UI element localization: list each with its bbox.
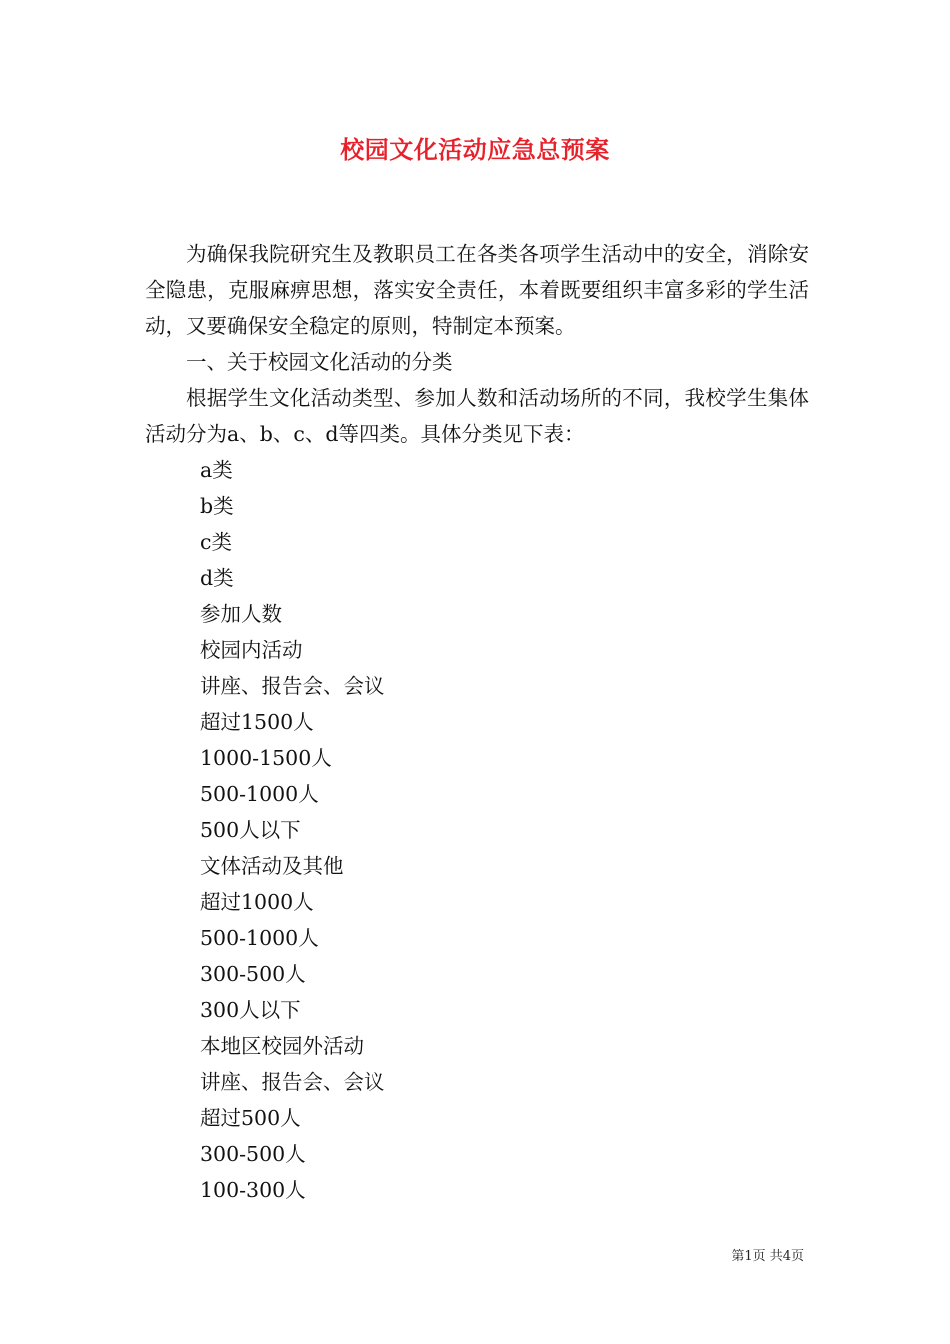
table-line: 500人以下 <box>200 818 301 842</box>
table-line: 超过1500人 <box>200 710 314 734</box>
table-line: 文体活动及其他 <box>200 854 344 878</box>
document-title: 校园文化活动应急总预案 <box>340 135 610 164</box>
table-line: 参加人数 <box>200 602 282 626</box>
table-line: 超过1000人 <box>200 890 314 914</box>
classification-paragraph: 根据学生文化活动类型、参加人数和活动场所的不同，我校学生集体活动分为a、b、c、d等四类。具体分类见下表： <box>145 386 809 446</box>
table-line: 讲座、报告会、会议 <box>200 674 385 698</box>
section-heading: 一、关于校园文化活动的分类 <box>186 350 453 374</box>
table-line: c类 <box>200 530 232 554</box>
table-line: 300人以下 <box>200 998 301 1022</box>
table-line: 校园内活动 <box>200 638 303 662</box>
document-body <box>145 236 809 1208</box>
table-line: 讲座、报告会、会议 <box>200 1070 385 1094</box>
table-line: 300-500人 <box>200 962 306 986</box>
table-line: a类 <box>200 458 233 482</box>
page-number-footer: 第1页 共4页 <box>731 1249 804 1264</box>
table-line: d类 <box>200 566 234 590</box>
classification-table-lines <box>145 452 809 1208</box>
table-line: 1000-1500人 <box>200 746 332 770</box>
table-line: 500-1000人 <box>200 926 319 950</box>
table-line: 超过500人 <box>200 1106 301 1130</box>
table-line: 100-300人 <box>200 1178 306 1202</box>
table-line: b类 <box>200 494 234 518</box>
table-line: 500-1000人 <box>200 782 319 806</box>
table-line: 本地区校园外活动 <box>200 1034 364 1058</box>
intro-paragraph: 为确保我院研究生及教职员工在各类各项学生活动中的安全，消除安全隐患，克服麻痹思想，落实安全责任，本着既要组织丰富多彩的学生活动，又要确保安全稳定的原则，特制定本预案。 <box>145 242 809 338</box>
table-line: 300-500人 <box>200 1142 306 1166</box>
